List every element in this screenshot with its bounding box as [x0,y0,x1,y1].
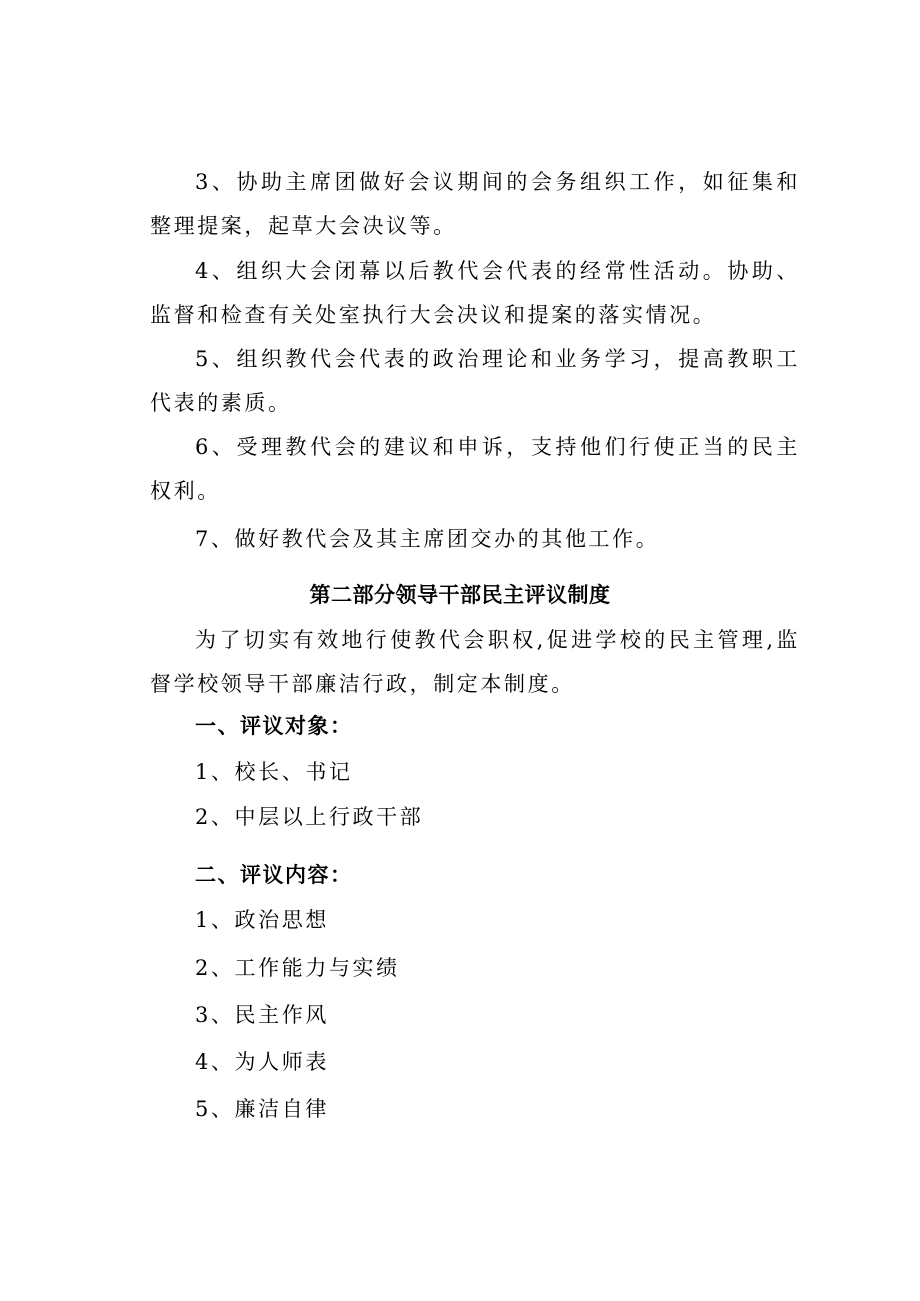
content-item: 1、政治思想 [195,908,329,932]
content-item: 3、民主作风 [195,1003,329,1027]
content-item: 4、为人师表 [195,1050,329,1074]
subject-item: 1、校长、书记 [195,760,353,784]
duty-item-4: 4、组织大会闭幕以后教代会代表的经常性活动。协助、监督和检查有关处室执行大会决议和提案的落实情况。 [150,259,800,327]
subject-item: 2、中层以上行政干部 [195,805,424,829]
duty-item-3: 3、协助主席团做好会议期间的会务组织工作，如征集和整理提案，起草大会决议等。 [150,170,800,238]
contents-heading: 二、评议内容： [195,863,353,887]
subjects-heading: 一、评议对象： [195,714,353,738]
intro-paragraph: 为了切实有效地行使教代会职权,促进学校的民主管理,监督学校领导干部廉洁行政，制定本制度。 [150,628,800,696]
content-item: 5、廉洁自律 [195,1097,329,1121]
duty-item-5: 5、组织教代会代表的政治理论和业务学习，提高教职工代表的素质。 [150,347,800,415]
duty-item-7: 7、做好教代会及其主席团交办的其他工作。 [195,527,660,551]
duty-item-6: 6、受理教代会的建议和申诉，支持他们行使正当的民主权利。 [150,435,800,503]
content-item: 2、工作能力与实绩 [195,956,400,980]
section-title: 第二部分领导干部民主评议制度 [309,583,611,607]
